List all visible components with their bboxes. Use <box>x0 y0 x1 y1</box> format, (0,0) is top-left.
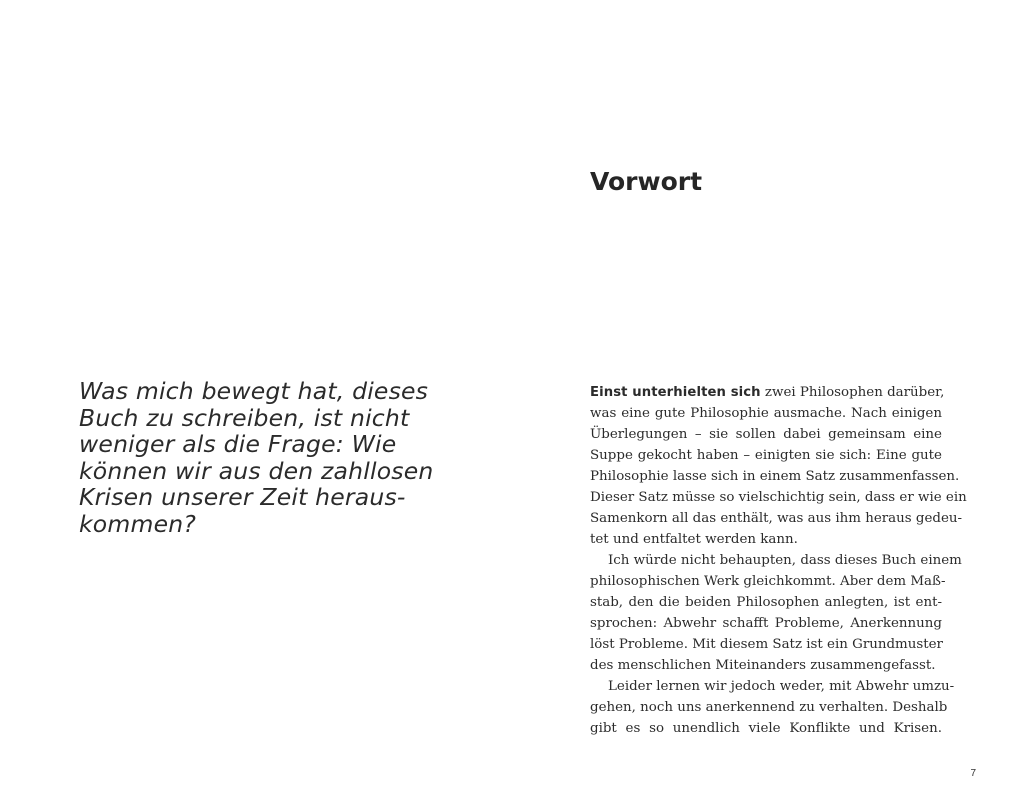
text-line: Suppe gekocht haben – einigten sie sich: Eine gute <box>590 448 942 463</box>
paragraph <box>590 382 967 550</box>
text-line: stab, den die beiden Philosophen anlegten, ist ent- <box>590 595 942 610</box>
text-line: Samenkorn all das enthält, was aus ihm heraus gedeu- <box>590 511 963 526</box>
text-line: Philosophie lasse sich in einem Satz zusammenfassen. <box>590 469 960 484</box>
text-line <box>590 382 945 403</box>
motto-quote: Was mich bewegt hat, dieses Buch zu schreiben, ist nicht weniger als die Frage: Wie können wir aus den zahllosen Krisen unserer Zeit heraus- kommen? <box>79 377 434 538</box>
text-line: Dieser Satz müsse so vielschichtig sein, dass er wie ein <box>590 490 967 505</box>
text-line: was eine gute Philosophie ausmache. Nach einigen <box>590 406 942 421</box>
text-line: löst Probleme. Mit diesem Satz ist ein Grundmuster <box>590 637 943 652</box>
text-line: des menschlichen Miteinanders zusammengefasst. <box>590 658 936 673</box>
text-line: sprochen: Abwehr schafft Probleme, Anerkennung <box>590 616 942 631</box>
chapter-title: Vorwort <box>590 167 703 196</box>
page-number: 7 <box>970 768 976 779</box>
text-line: philosophischen Werk gleichkommt. Aber dem Maß- <box>590 574 946 589</box>
text-line: gehen, noch uns anerkennend zu verhalten. Deshalb <box>590 700 948 715</box>
run-in-heading: Einst unterhielten sich <box>590 385 761 400</box>
line-text: zwei Philosophen darüber, <box>760 385 945 400</box>
text-line: Leider lernen wir jedoch weder, mit Abwehr umzu- <box>608 679 955 694</box>
body-text <box>590 382 967 739</box>
paragraph <box>590 550 962 676</box>
text-line: gibt es so unendlich viele Konflikte und Krisen. <box>590 721 942 736</box>
text-line: Überlegungen – sie sollen dabei gemeinsam eine <box>590 427 942 442</box>
paragraph <box>590 676 955 739</box>
right-page <box>510 0 1020 812</box>
text-line: Ich würde nicht behaupten, dass dieses Buch einem <box>608 553 962 568</box>
text-line: tet und entfaltet werden kann. <box>590 532 798 547</box>
